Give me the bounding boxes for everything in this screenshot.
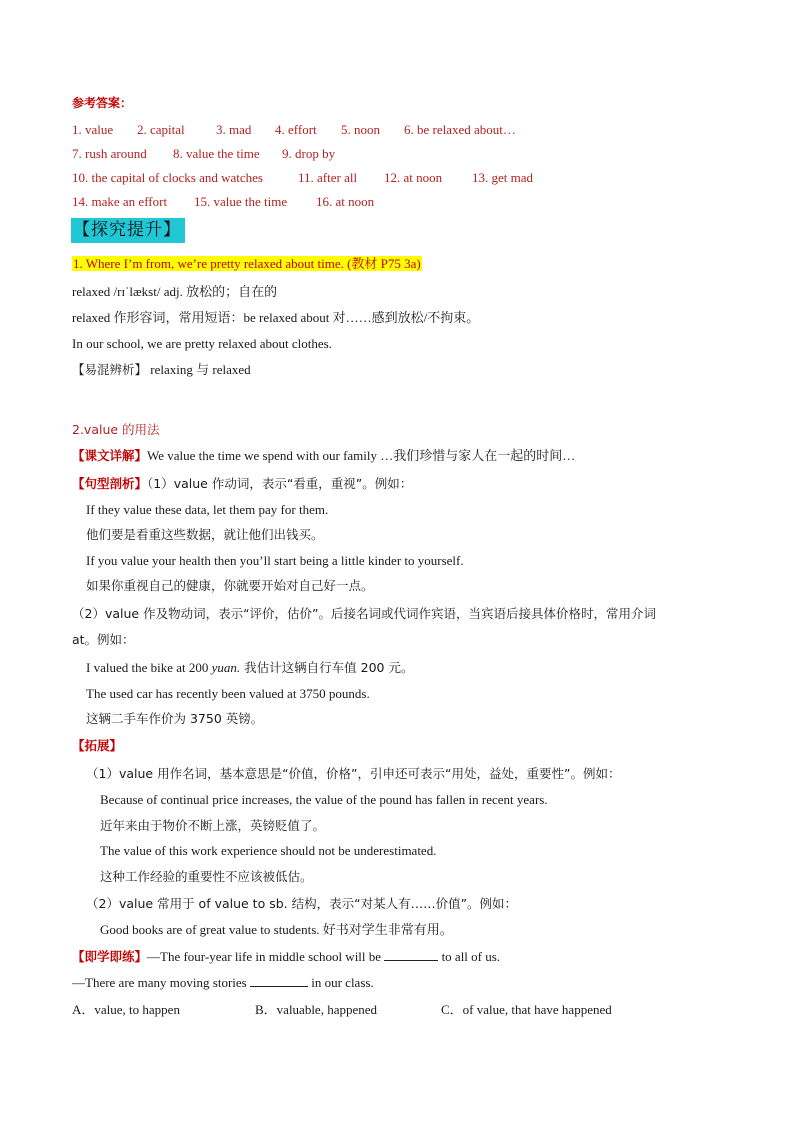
answer-item: 15. value the time	[194, 194, 288, 209]
usage-2-line-1: （2）value 作及物动词，表示“评价，估价”。后接名词或代词作宾语，当宾语后接具体价格时，常用介词	[72, 606, 657, 621]
option-b: B．valuable, happened	[255, 1002, 378, 1017]
practice-options	[72, 1001, 612, 1019]
answer-item: 14. make an effort	[72, 194, 168, 209]
answer-item: 13. get mad	[472, 170, 534, 185]
answer-item: 4. effort	[275, 122, 317, 137]
answer-item: 1. value	[72, 122, 114, 137]
example-cn: 这辆二手车作价为 3750 英镑。	[86, 711, 264, 726]
usage-2-line-2: at。例如：	[72, 632, 135, 647]
answer-item: 2. capital	[137, 122, 185, 137]
example-cn: 这种工作经验的重要性不应该被低估。	[100, 869, 313, 884]
answers-row-1	[72, 121, 516, 139]
section-heading: 【探究提升】	[71, 218, 185, 243]
extend-tag: 【拓展】	[72, 738, 123, 753]
answer-item: 16. at noon	[316, 194, 375, 209]
example-cn: 如果你重视自己的健康，你就要开始对自己好一点。	[86, 578, 374, 593]
practice-question-1: 【即学即练】—The four-year life in middle school will be to all of us.	[72, 949, 501, 964]
answer-item: 7. rush around	[72, 146, 147, 161]
answer-item: 6. be relaxed about…	[404, 122, 516, 137]
point2-title: 2.value 的用法	[72, 422, 160, 437]
example-cn: 他们要是看重这些数据，就让他们出钱买。	[86, 527, 324, 542]
option-c: C．of value, that have happened	[441, 1002, 612, 1017]
extend-2: （2）value 常用于 of value to sb. 结构，表示“对某人有……价值”。例如：	[86, 896, 518, 911]
answers-title: 参考答案：	[72, 96, 133, 110]
answer-item: 10. the capital of clocks and watches	[72, 170, 263, 185]
point1-confuse: 【易混辨析】 relaxing 与 relaxed	[72, 362, 251, 377]
example-en: I valued the bike at 200 yuan. 我估计这辆自行车值 200 元。	[86, 660, 414, 675]
answer-item: 3. mad	[216, 122, 252, 137]
point1-phonetic: relaxed /rɪˈlækst/ adj. 放松的；自在的	[72, 284, 278, 299]
example-cn: 近年来由于物价不断上涨，英镑贬值了。	[100, 818, 326, 833]
point2-analysis: 【句型剖析】（1）value 作动词，表示“看重，重视”。例如：	[72, 476, 413, 491]
point1-example: In our school, we are pretty relaxed about clothes.	[72, 336, 332, 351]
answer-item: 11. after all	[298, 170, 358, 185]
answer-item: 9. drop by	[282, 146, 336, 161]
option-a: A．value, to happen	[72, 1002, 180, 1017]
example-en: The value of this work experience should not be underestimated.	[100, 843, 437, 858]
answer-item: 8. value the time	[173, 146, 260, 161]
answer-item: 5. noon	[341, 122, 380, 137]
answers-row-3	[72, 169, 533, 187]
example-en: If you value your health then you’ll start being a little kinder to yourself.	[86, 553, 464, 568]
answer-blank	[384, 948, 438, 961]
answer-item: 12. at noon	[384, 170, 443, 185]
example-en: If they value these data, let them pay for them.	[86, 502, 329, 517]
example-en: Because of continual price increases, the value of the pound has fallen in recent years.	[100, 792, 548, 807]
answers-row-4	[72, 193, 374, 211]
example-en: Good books are of great value to students. 好书对学生非常有用。	[100, 922, 453, 937]
example-en: The used car has recently been valued at 3750 pounds.	[86, 686, 370, 701]
practice-question-2: —There are many moving stories in our class.	[72, 975, 374, 990]
point2-lesson: 【课文详解】We value the time we spend with our family …我们珍惜与家人在一起的时间…	[72, 448, 576, 463]
point1-usage: relaxed 作形容词，常用短语：be relaxed about 对……感到放松/不拘束。	[72, 310, 480, 325]
extend-1: （1）value 用作名词，基本意思是“价值，价格”，引申还可表示“用处，益处，重要性”。例如：	[86, 766, 621, 781]
answer-blank	[250, 974, 308, 987]
point1-title: 1. Where I’m from, we’re pretty relaxed about time. (教材 P75 3a)	[73, 256, 421, 271]
answers-row-2	[72, 145, 335, 163]
